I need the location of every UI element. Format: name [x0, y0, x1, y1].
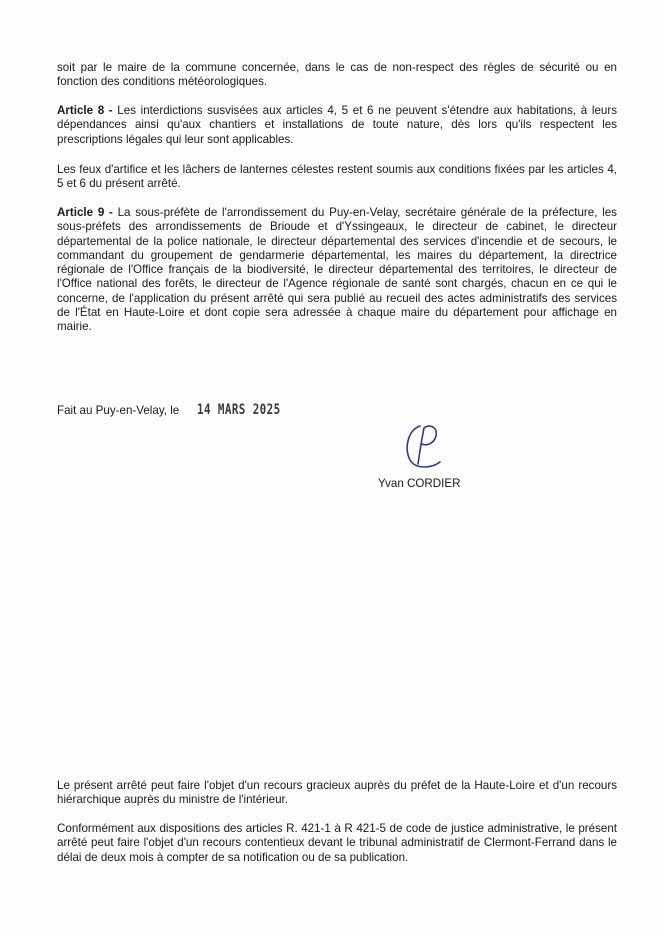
- date-stamp: 14 MARS 2025: [197, 402, 281, 418]
- paragraph-article-8: [57, 104, 617, 147]
- signature-icon: [398, 420, 458, 480]
- article-9-text: La sous-préfète de l'arrondissement du Puy-en-Velay, secrétaire générale de la préfecture, les sous-préfets des arrondissements de Brioude et d'Yssingeaux, le directeur de cabinet, le directeur départemental de la police nationale, le directeur départemental des services d'incendie et de secours, le commandant du groupement de gendarmerie départemental, les maires du département, la directrice régionale de l'Office français de la biodiversité, le directeur départemental des territoires, le directeur de l'Office national des forêts, le directeur de l'Agence régionale de santé sont chargés, chacun en ce qui le concerne, de l'application du présent arrêté qui sera publié au recueil des actes administratifs des services de l'État en Haute-Loire et dont copie sera adressée à chaque maire du département pour affichage en mairie.: [57, 206, 617, 334]
- paragraph-recours-contentieux: Conformément aux dispositions des articles R. 421-1 à R 421-5 de code de justice administrative, le présent arrêté peut faire l'objet d'un recours contentieux devant le tribunal administratif de Clermont-Ferrand dans le délai de deux mois à compter de sa notification ou de sa publication.: [57, 822, 617, 864]
- article-8-label: Article 8 -: [57, 104, 113, 117]
- article-8-text: Les interdictions susvisées aux articles 4, 5 et 6 ne peuvent s'étendre aux habitations, à leurs dépendances ainsi qu'aux chantiers et installations de toute nature, dès lors qu'ils respectent les prescriptions légales qui leur sont applicables.: [57, 104, 617, 146]
- paragraph-conditions: soit par le maire de la commune concernée, dans le cas de non-respect des règles de sécurité ou en fonction des conditions météorologiques.: [57, 61, 617, 89]
- signer-name: Yvan CORDIER: [378, 477, 461, 490]
- article-9-label: Article 9 -: [57, 206, 113, 219]
- paragraph-feux-artifice: Les feux d'artifice et les lâchers de lanternes célestes restent soumis aux conditions fixées par les articles 4, 5 et 6 du présent arrêté.: [57, 163, 617, 191]
- paragraph-article-9: [57, 206, 617, 335]
- paragraph-recours-gracieux: Le présent arrêté peut faire l'objet d'un recours gracieux auprès du préfet de la Haute-Loire et d'un recours hiérarchique auprès du ministre de l'intérieur.: [57, 779, 617, 807]
- place-label: Fait au Puy-en-Velay, le: [57, 404, 180, 417]
